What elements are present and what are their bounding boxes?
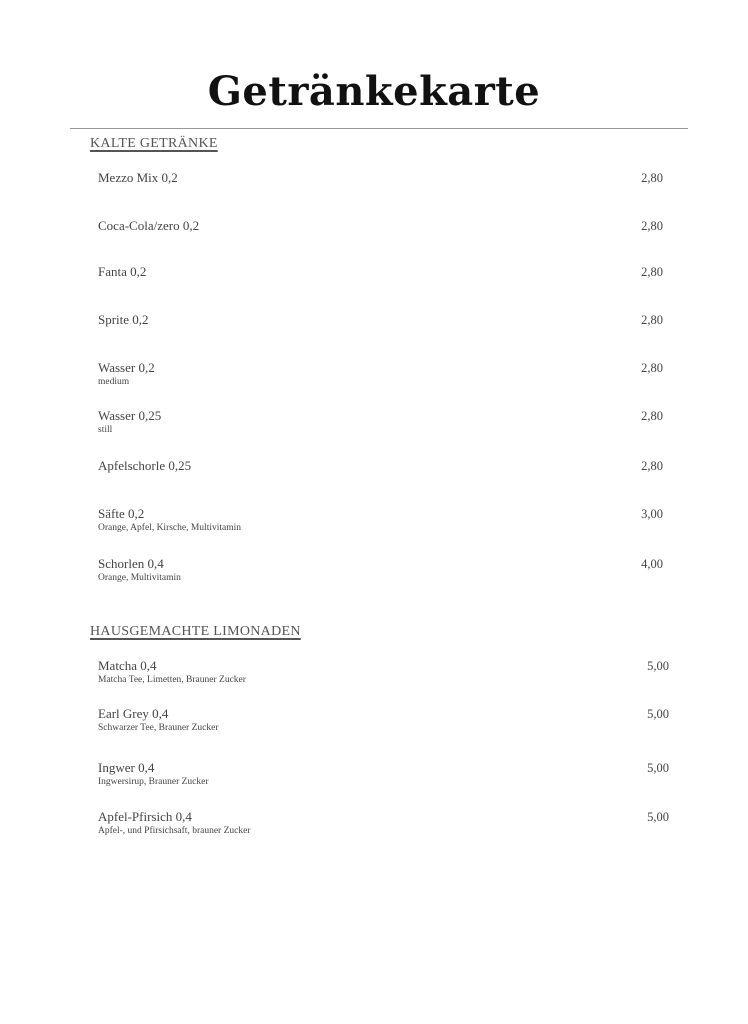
menu-item	[98, 408, 161, 436]
menu-item	[98, 360, 155, 388]
item-price: 4,00	[641, 557, 663, 571]
item-name: Säfte 0,2	[98, 506, 145, 521]
item-name: Schorlen 0,4	[98, 556, 164, 571]
section-heading-lemonades: HAUSGEMACHTE LIMONADEN	[90, 624, 301, 639]
menu-item	[98, 658, 246, 686]
item-description: Schwarzer Tee, Brauner Zucker	[98, 723, 219, 733]
section-heading-cold-drinks: KALTE GETRÄNKE	[90, 136, 218, 151]
item-name: Apfelschorle 0,25	[98, 458, 192, 473]
item-price: 5,00	[647, 761, 669, 775]
menu-item	[98, 556, 181, 584]
menu-item	[98, 458, 191, 474]
menu-item	[98, 218, 199, 234]
item-name: Ingwer 0,4	[98, 760, 155, 775]
item-name: Apfel-Pfirsich 0,4	[98, 809, 192, 824]
item-name: Sprite 0,2	[98, 312, 149, 327]
item-name: Wasser 0,25	[98, 408, 162, 423]
item-description: medium	[98, 377, 130, 387]
item-description: Apfel-, und Pfirsichsaft, brauner Zucker	[98, 826, 251, 836]
item-price: 5,00	[647, 659, 669, 673]
item-name: Wasser 0,2	[98, 360, 155, 375]
item-price: 2,80	[641, 409, 663, 423]
item-price: 3,00	[641, 507, 663, 521]
menu-item	[98, 170, 178, 186]
item-price: 2,80	[641, 313, 663, 327]
item-description: still	[98, 425, 113, 435]
menu-item	[98, 760, 209, 788]
divider	[70, 128, 688, 129]
item-description: Ingwersirup, Brauner Zucker	[98, 777, 209, 787]
item-price: 2,80	[641, 459, 663, 473]
item-name: Fanta 0,2	[98, 264, 147, 279]
item-name: Mezzo Mix 0,2	[98, 170, 178, 185]
item-name: Earl Grey 0,4	[98, 706, 169, 721]
item-description: Orange, Multivitamin	[98, 573, 181, 583]
item-price: 2,80	[641, 361, 663, 375]
menu-item	[98, 809, 250, 837]
menu-item	[98, 312, 149, 328]
item-name: Matcha 0,4	[98, 658, 157, 673]
item-description: Matcha Tee, Limetten, Brauner Zucker	[98, 675, 246, 685]
menu-item	[98, 706, 219, 734]
item-price: 2,80	[641, 171, 663, 185]
menu-item	[98, 264, 146, 280]
menu-item	[98, 506, 241, 534]
item-description: Orange, Apfel, Kirsche, Multivitamin	[98, 523, 241, 533]
item-price: 5,00	[647, 810, 669, 824]
item-price: 2,80	[641, 265, 663, 279]
item-name: Coca-Cola/zero 0,2	[98, 218, 200, 233]
item-price: 2,80	[641, 219, 663, 233]
item-price: 5,00	[647, 707, 669, 721]
page-title: Getränkekarte	[207, 68, 541, 115]
